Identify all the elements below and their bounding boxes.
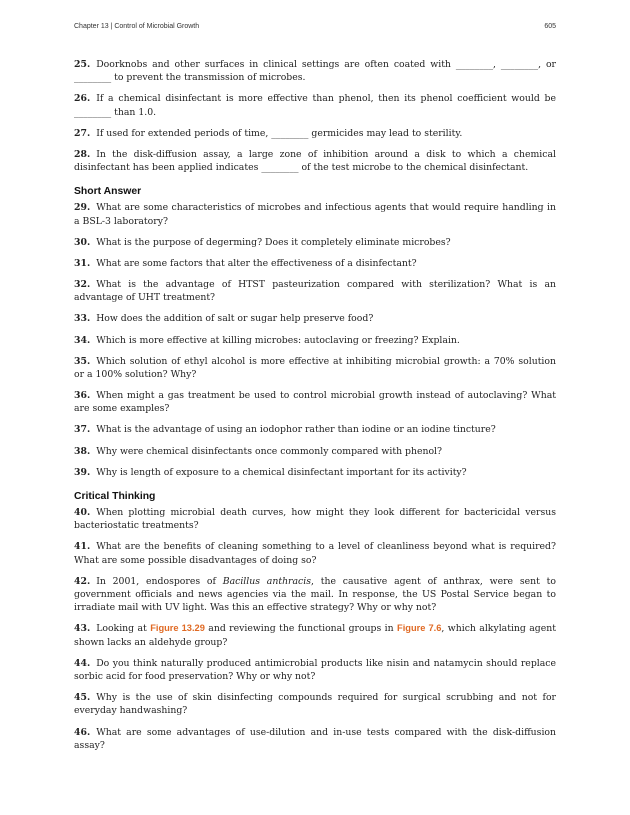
question-number: 33. [74,313,91,325]
page-number: 605 [544,23,556,30]
question-46 [74,726,556,753]
question-number: 42. [74,575,91,587]
question-27 [74,127,556,140]
question-text: When might a gas treatment be used to control microbial growth instead of autoclaving? What are some examples? [74,390,556,415]
question-35 [74,355,556,382]
question-number: 25. [74,59,91,70]
question-number: 45. [74,692,91,704]
question-text: What are the benefits of cleaning something to a level of cleanliness beyond what is required? What are some possible disadvantages of doing so? [74,541,556,566]
question-text: What is the purpose of degerming? Does it completely eliminate microbes? [96,236,451,248]
question-number: 36. [74,390,91,402]
question-39 [74,466,556,479]
question-text-middle: and reviewing the functional groups in [204,623,398,635]
question-43 [74,622,556,649]
question-text: Which is more effective at killing microbes: autoclaving or freezing? Explain. [96,334,460,346]
question-text: What are some advantages of use-dilution and in-use tests compared with the disk-diffusion assay? [74,726,556,751]
question-text-start: Looking at [96,623,151,635]
question-37 [74,423,556,436]
question-28 [74,148,556,175]
figure-7-6-link[interactable]: Figure 7.6 [397,623,442,634]
question-26 [74,92,556,119]
question-36 [74,389,556,416]
question-text: Why is length of exposure to a chemical disinfectant important for its activity? [96,466,467,478]
question-40 [74,506,556,533]
question-29 [74,201,556,228]
species-name: Bacillus anthracis [222,575,311,587]
question-text: Do you think naturally produced antimicrobial products like nisin and natamycin should replace sorbic acid for food preservation? Why or why not? [74,657,556,683]
question-text: What are some factors that alter the effectiveness of a disinfectant? [96,257,417,269]
question-number: 29. [74,202,91,214]
question-30 [74,236,556,249]
question-number: 38. [74,445,91,457]
question-text: What is the advantage of HTST pasteurization compared with sterilization? What is an advantage of UHT treatment? [74,279,556,304]
question-38 [74,445,556,458]
question-number: 41. [74,541,91,553]
question-text: How does the addition of salt or sugar help preserve food? [96,313,374,325]
question-number: 27. [74,127,91,139]
question-number: 32. [74,279,91,291]
question-text-start: In 2001, endospores of [96,575,223,587]
critical-thinking-heading: Critical Thinking [74,490,156,502]
question-33 [74,312,556,325]
chapter-title: Chapter 13 | Control of Microbial Growth [74,23,200,30]
short-answer-heading: Short Answer [74,186,142,198]
question-number: 39. [74,466,91,478]
figure-13-29-link[interactable]: Figure 13.29 [150,623,205,634]
question-text: Doorknobs and other surfaces in clinical settings are often coated with ________, ________, or ________ to prevent the transmission of microbes. [74,59,556,84]
question-25 [74,58,556,85]
question-number: 35. [74,355,91,367]
question-number: 46. [74,726,91,738]
running-header [74,23,556,30]
question-number: 44. [74,657,91,669]
question-text: Why is the use of skin disinfecting compounds required for surgical scrubbing and not for everyday handwashing? [74,692,556,717]
question-41 [74,540,556,567]
question-42 [74,575,556,615]
question-31 [74,257,556,270]
question-number: 31. [74,257,91,269]
question-text: What is the advantage of using an iodophor rather than iodine or an iodine tincture? [96,424,496,436]
question-text-end: , the causative agent of anthrax, were sent to government officials and news agencies via the mail. In response, the US Postal Service began to irradiate mail with UV light. Was this an effective strategy? Why or why not? [74,575,556,614]
question-text: Why were chemical disinfectants once commonly compared with phenol? [96,445,443,457]
question-number: 34. [74,334,91,346]
question-text: If a chemical disinfectant is more effective than phenol, then its phenol coefficient would be ________ than 1.0. [74,93,556,118]
question-text: If used for extended periods of time, ________ germicides may lead to sterility. [96,127,463,139]
question-number: 28. [74,148,91,160]
question-34 [74,334,556,347]
question-text: Which solution of ethyl alcohol is more effective at inhibiting microbial growth: a 70% solution or a 100% solution? Why? [74,355,556,380]
page-content [74,58,556,760]
question-number: 40. [74,506,91,518]
question-text-end: , which alkylating agent shown lacks an aldehyde group? [74,623,556,648]
question-44 [74,657,556,684]
question-number: 26. [74,93,91,105]
question-number: 43. [74,623,91,635]
question-number: 37. [74,424,91,436]
question-text: In the disk-diffusion assay, a large zone of inhibition around a disk to which a chemical disinfectant has been applied indicates ________ of the test microbe to the chemical disinfectant. [74,148,556,174]
question-45 [74,691,556,718]
question-32 [74,278,556,305]
question-text: What are some characteristics of microbes and infectious agents that would require handling in a BSL-3 laboratory? [74,202,556,227]
question-number: 30. [74,236,91,248]
question-text: When plotting microbial death curves, how might they look different for bactericidal versus bacteriostatic treatments? [74,506,556,532]
